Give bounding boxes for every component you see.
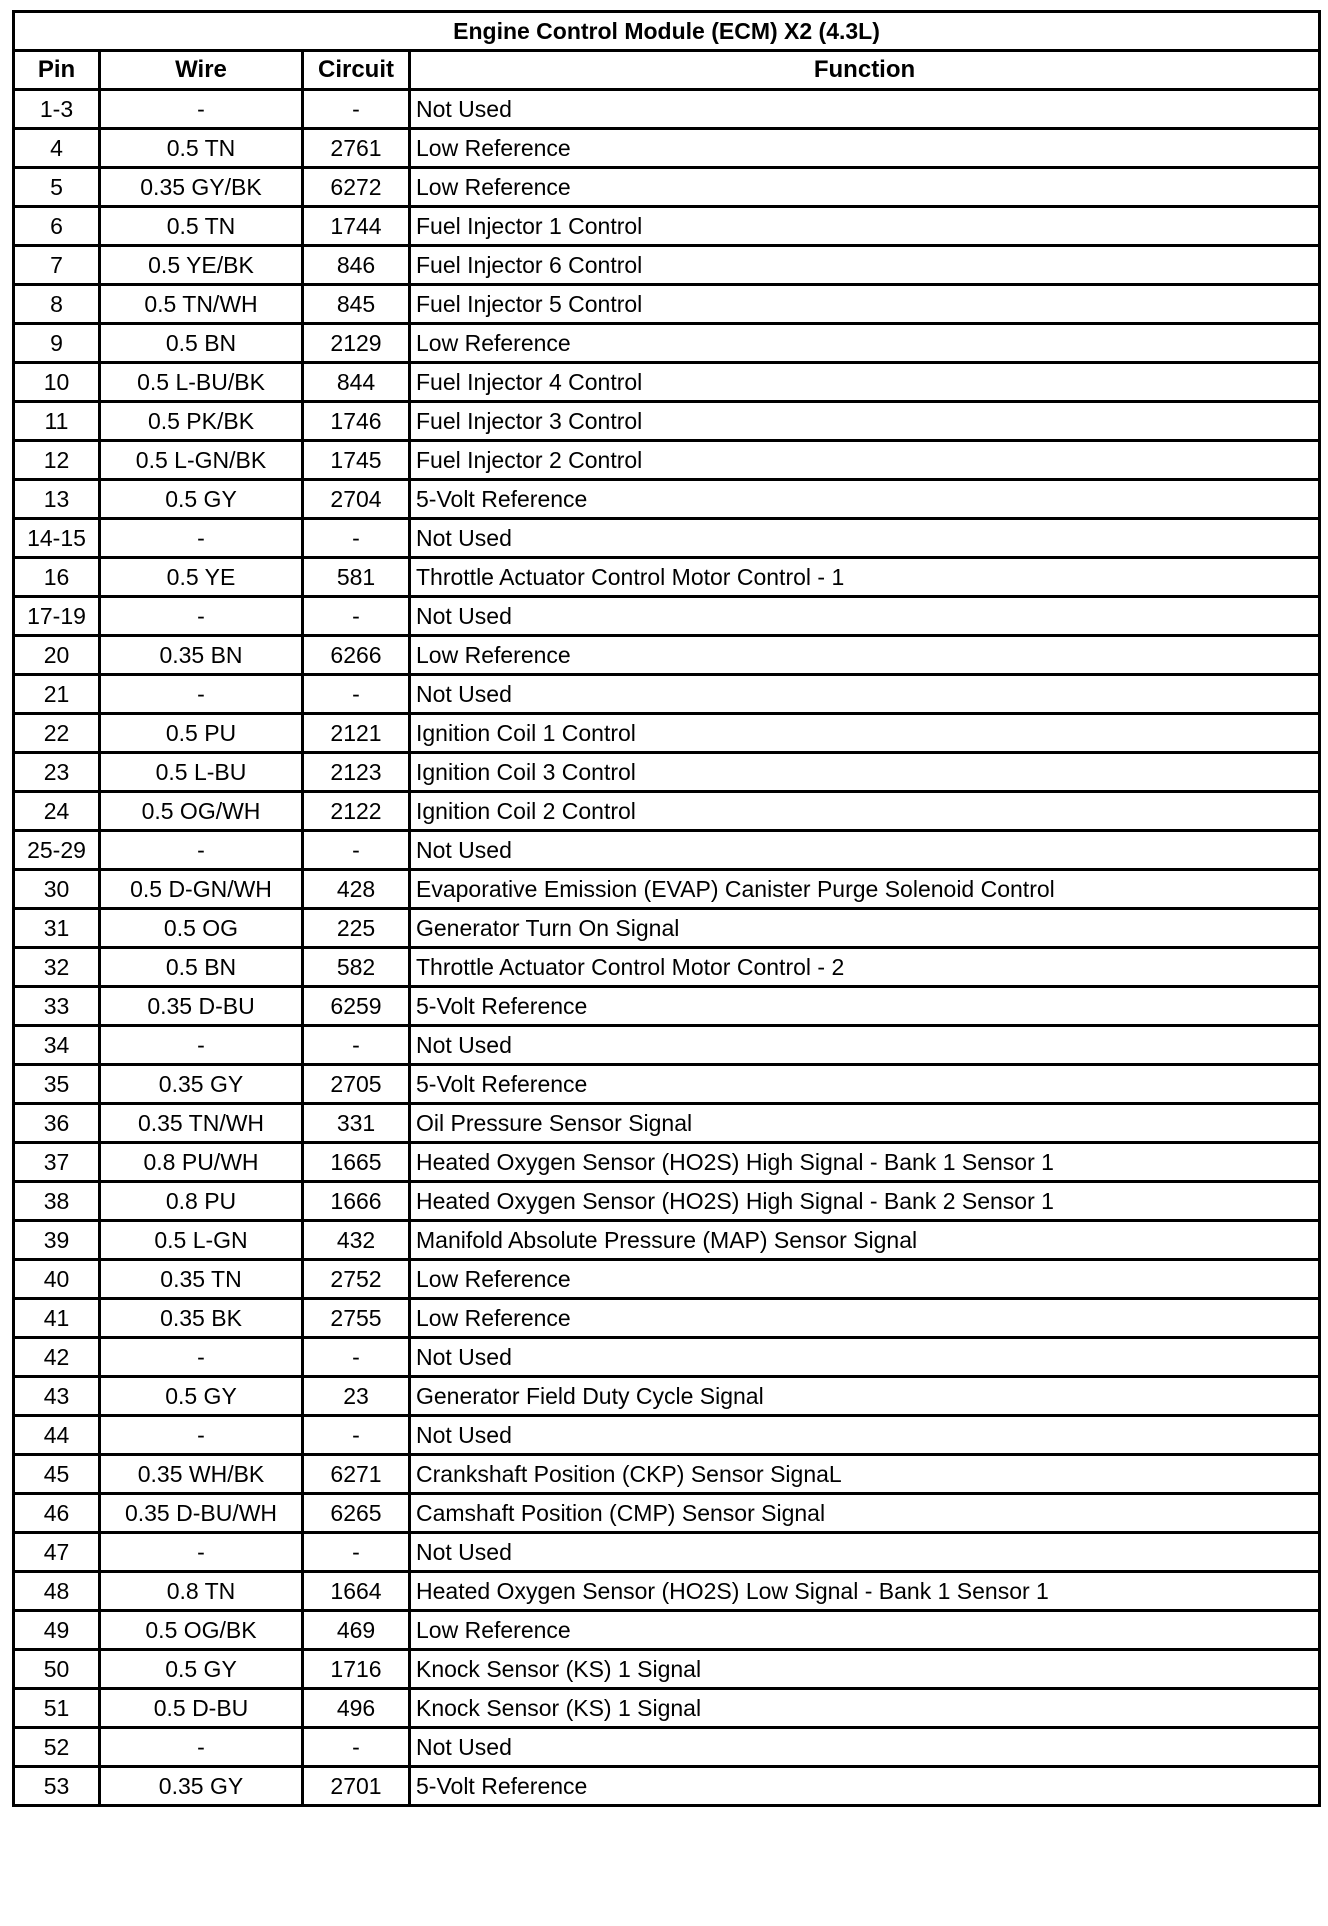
function-cell: Throttle Actuator Control Motor Control - 1 — [410, 558, 1320, 597]
wire-cell: 0.5 L-GN/BK — [100, 441, 303, 480]
pin-cell: 33 — [14, 987, 100, 1026]
circuit-cell: 2704 — [303, 480, 410, 519]
function-cell: Not Used — [410, 831, 1320, 870]
wire-cell: 0.5 YE — [100, 558, 303, 597]
function-cell: Not Used — [410, 90, 1320, 129]
wire-cell: 0.5 BN — [100, 948, 303, 987]
function-cell: Fuel Injector 3 Control — [410, 402, 1320, 441]
pin-cell: 31 — [14, 909, 100, 948]
wire-cell: 0.5 D-BU — [100, 1689, 303, 1728]
function-cell: Fuel Injector 5 Control — [410, 285, 1320, 324]
wire-cell: 0.5 GY — [100, 1650, 303, 1689]
pin-cell: 34 — [14, 1026, 100, 1065]
circuit-cell: - — [303, 1338, 410, 1377]
pin-cell: 12 — [14, 441, 100, 480]
table-row — [14, 1182, 1320, 1221]
circuit-cell: 2122 — [303, 792, 410, 831]
wire-cell: 0.5 OG/WH — [100, 792, 303, 831]
circuit-cell: 432 — [303, 1221, 410, 1260]
pin-cell: 14-15 — [14, 519, 100, 558]
function-cell: Oil Pressure Sensor Signal — [410, 1104, 1320, 1143]
circuit-cell: 1664 — [303, 1572, 410, 1611]
wire-cell: 0.5 L-BU — [100, 753, 303, 792]
pin-cell: 35 — [14, 1065, 100, 1104]
function-cell: Ignition Coil 2 Control — [410, 792, 1320, 831]
header-circuit: Circuit — [303, 51, 410, 90]
table-row — [14, 1026, 1320, 1065]
table-row — [14, 1494, 1320, 1533]
table-row — [14, 168, 1320, 207]
wire-cell: 0.8 PU/WH — [100, 1143, 303, 1182]
wire-cell: - — [100, 597, 303, 636]
table-row — [14, 1689, 1320, 1728]
circuit-cell: - — [303, 90, 410, 129]
table-row — [14, 1260, 1320, 1299]
wire-cell: 0.35 BN — [100, 636, 303, 675]
function-cell: 5-Volt Reference — [410, 480, 1320, 519]
table-row — [14, 753, 1320, 792]
function-cell: Generator Turn On Signal — [410, 909, 1320, 948]
pin-cell: 25-29 — [14, 831, 100, 870]
table-row — [14, 1377, 1320, 1416]
function-cell: Fuel Injector 2 Control — [410, 441, 1320, 480]
table-row — [14, 792, 1320, 831]
wire-cell: 0.5 BN — [100, 324, 303, 363]
pin-cell: 44 — [14, 1416, 100, 1455]
table-row — [14, 129, 1320, 168]
wire-cell: 0.35 D-BU — [100, 987, 303, 1026]
table-row — [14, 90, 1320, 129]
wire-cell: 0.5 TN/WH — [100, 285, 303, 324]
circuit-cell: 1716 — [303, 1650, 410, 1689]
circuit-cell: 2123 — [303, 753, 410, 792]
circuit-cell: - — [303, 831, 410, 870]
pin-cell: 1-3 — [14, 90, 100, 129]
wire-cell: - — [100, 1416, 303, 1455]
table-row — [14, 1728, 1320, 1767]
function-cell: Manifold Absolute Pressure (MAP) Sensor Signal — [410, 1221, 1320, 1260]
table-row — [14, 519, 1320, 558]
wire-cell: 0.5 D-GN/WH — [100, 870, 303, 909]
circuit-cell: 846 — [303, 246, 410, 285]
wire-cell: - — [100, 519, 303, 558]
pin-cell: 38 — [14, 1182, 100, 1221]
pin-cell: 51 — [14, 1689, 100, 1728]
circuit-cell: 331 — [303, 1104, 410, 1143]
pin-cell: 9 — [14, 324, 100, 363]
circuit-cell: - — [303, 519, 410, 558]
header-function: Function — [410, 51, 1320, 90]
wire-cell: - — [100, 1533, 303, 1572]
table-row — [14, 1299, 1320, 1338]
pin-cell: 39 — [14, 1221, 100, 1260]
function-cell: 5-Volt Reference — [410, 1065, 1320, 1104]
wire-cell: - — [100, 1026, 303, 1065]
wire-cell: 0.35 TN — [100, 1260, 303, 1299]
pin-cell: 30 — [14, 870, 100, 909]
wire-cell: 0.5 OG/BK — [100, 1611, 303, 1650]
circuit-cell: 23 — [303, 1377, 410, 1416]
function-cell: Camshaft Position (CMP) Sensor Signal — [410, 1494, 1320, 1533]
circuit-cell: 2129 — [303, 324, 410, 363]
table-row — [14, 402, 1320, 441]
function-cell: Heated Oxygen Sensor (HO2S) High Signal - Bank 2 Sensor 1 — [410, 1182, 1320, 1221]
circuit-cell: 1745 — [303, 441, 410, 480]
circuit-cell: - — [303, 1416, 410, 1455]
circuit-cell: - — [303, 1026, 410, 1065]
wire-cell: - — [100, 1338, 303, 1377]
wire-cell: 0.5 OG — [100, 909, 303, 948]
pin-cell: 11 — [14, 402, 100, 441]
circuit-cell: 2121 — [303, 714, 410, 753]
pin-cell: 42 — [14, 1338, 100, 1377]
circuit-cell: 1666 — [303, 1182, 410, 1221]
wire-cell: 0.35 D-BU/WH — [100, 1494, 303, 1533]
table-row — [14, 1065, 1320, 1104]
pin-cell: 41 — [14, 1299, 100, 1338]
function-cell: Evaporative Emission (EVAP) Canister Purge Solenoid Control — [410, 870, 1320, 909]
function-cell: Low Reference — [410, 636, 1320, 675]
function-cell: Not Used — [410, 1338, 1320, 1377]
function-cell: Knock Sensor (KS) 1 Signal — [410, 1689, 1320, 1728]
circuit-cell: - — [303, 1533, 410, 1572]
circuit-cell: - — [303, 675, 410, 714]
circuit-cell: 845 — [303, 285, 410, 324]
table-row — [14, 441, 1320, 480]
circuit-cell: 6272 — [303, 168, 410, 207]
table-row — [14, 831, 1320, 870]
function-cell: Ignition Coil 3 Control — [410, 753, 1320, 792]
table-row — [14, 246, 1320, 285]
table-row — [14, 597, 1320, 636]
table-row — [14, 285, 1320, 324]
table-row — [14, 1338, 1320, 1377]
circuit-cell: 581 — [303, 558, 410, 597]
header-wire: Wire — [100, 51, 303, 90]
table-row — [14, 714, 1320, 753]
wire-cell: 0.8 PU — [100, 1182, 303, 1221]
circuit-cell: 2755 — [303, 1299, 410, 1338]
circuit-cell: 2705 — [303, 1065, 410, 1104]
function-cell: 5-Volt Reference — [410, 1767, 1320, 1806]
pin-cell: 47 — [14, 1533, 100, 1572]
wire-cell: 0.35 GY — [100, 1065, 303, 1104]
function-cell: Not Used — [410, 519, 1320, 558]
table-row — [14, 324, 1320, 363]
wire-cell: 0.35 BK — [100, 1299, 303, 1338]
pin-cell: 46 — [14, 1494, 100, 1533]
wire-cell: 0.5 PU — [100, 714, 303, 753]
pin-cell: 45 — [14, 1455, 100, 1494]
circuit-cell: 582 — [303, 948, 410, 987]
wire-cell: 0.5 L-GN — [100, 1221, 303, 1260]
circuit-cell: 844 — [303, 363, 410, 402]
function-cell: Throttle Actuator Control Motor Control - 2 — [410, 948, 1320, 987]
pin-cell: 6 — [14, 207, 100, 246]
table-row — [14, 1533, 1320, 1572]
pin-cell: 37 — [14, 1143, 100, 1182]
pin-cell: 24 — [14, 792, 100, 831]
pin-cell: 43 — [14, 1377, 100, 1416]
table-row — [14, 1767, 1320, 1806]
pin-cell: 49 — [14, 1611, 100, 1650]
function-cell: Ignition Coil 1 Control — [410, 714, 1320, 753]
circuit-cell: 6271 — [303, 1455, 410, 1494]
table-row — [14, 1416, 1320, 1455]
table-row — [14, 636, 1320, 675]
function-cell: Not Used — [410, 675, 1320, 714]
pin-cell: 23 — [14, 753, 100, 792]
circuit-cell: 2752 — [303, 1260, 410, 1299]
table-row — [14, 948, 1320, 987]
wire-cell: 0.35 WH/BK — [100, 1455, 303, 1494]
pin-cell: 7 — [14, 246, 100, 285]
wire-cell: 0.5 GY — [100, 480, 303, 519]
pin-cell: 36 — [14, 1104, 100, 1143]
wire-cell: - — [100, 675, 303, 714]
pin-cell: 17-19 — [14, 597, 100, 636]
circuit-cell: - — [303, 597, 410, 636]
table-header-row — [14, 51, 1320, 90]
pin-cell: 10 — [14, 363, 100, 402]
wire-cell: 0.35 TN/WH — [100, 1104, 303, 1143]
function-cell: Not Used — [410, 1728, 1320, 1767]
function-cell: Low Reference — [410, 129, 1320, 168]
function-cell: Not Used — [410, 1416, 1320, 1455]
table-row — [14, 870, 1320, 909]
function-cell: Low Reference — [410, 1260, 1320, 1299]
circuit-cell: 1746 — [303, 402, 410, 441]
circuit-cell: 6266 — [303, 636, 410, 675]
pin-cell: 16 — [14, 558, 100, 597]
circuit-cell: - — [303, 1728, 410, 1767]
circuit-cell: 225 — [303, 909, 410, 948]
ecm-pinout-table — [12, 10, 1321, 1807]
function-cell: Fuel Injector 1 Control — [410, 207, 1320, 246]
function-cell: Heated Oxygen Sensor (HO2S) High Signal - Bank 1 Sensor 1 — [410, 1143, 1320, 1182]
table-row — [14, 1104, 1320, 1143]
function-cell: Not Used — [410, 597, 1320, 636]
table-body — [14, 90, 1320, 1806]
pin-cell: 5 — [14, 168, 100, 207]
circuit-cell: 6259 — [303, 987, 410, 1026]
pin-cell: 21 — [14, 675, 100, 714]
pin-cell: 13 — [14, 480, 100, 519]
function-cell: 5-Volt Reference — [410, 987, 1320, 1026]
wire-cell: 0.5 TN — [100, 129, 303, 168]
pin-cell: 22 — [14, 714, 100, 753]
wire-cell: 0.5 TN — [100, 207, 303, 246]
wire-cell: 0.35 GY/BK — [100, 168, 303, 207]
circuit-cell: 1744 — [303, 207, 410, 246]
table-row — [14, 480, 1320, 519]
table-title: Engine Control Module (ECM) X2 (4.3L) — [14, 12, 1320, 51]
circuit-cell: 2761 — [303, 129, 410, 168]
table-row — [14, 987, 1320, 1026]
pin-cell: 53 — [14, 1767, 100, 1806]
function-cell: Generator Field Duty Cycle Signal — [410, 1377, 1320, 1416]
circuit-cell: 1665 — [303, 1143, 410, 1182]
table-row — [14, 1143, 1320, 1182]
table-row — [14, 1572, 1320, 1611]
function-cell: Low Reference — [410, 168, 1320, 207]
pin-cell: 4 — [14, 129, 100, 168]
wire-cell: 0.5 L-BU/BK — [100, 363, 303, 402]
table-row — [14, 909, 1320, 948]
table-row — [14, 207, 1320, 246]
table-row — [14, 1611, 1320, 1650]
table-row — [14, 1650, 1320, 1689]
wire-cell: 0.5 YE/BK — [100, 246, 303, 285]
pin-cell: 40 — [14, 1260, 100, 1299]
function-cell: Low Reference — [410, 1299, 1320, 1338]
pin-cell: 50 — [14, 1650, 100, 1689]
function-cell: Heated Oxygen Sensor (HO2S) Low Signal - Bank 1 Sensor 1 — [410, 1572, 1320, 1611]
pin-cell: 8 — [14, 285, 100, 324]
pin-cell: 52 — [14, 1728, 100, 1767]
circuit-cell: 2701 — [303, 1767, 410, 1806]
function-cell: Crankshaft Position (CKP) Sensor SignaL — [410, 1455, 1320, 1494]
pin-cell: 32 — [14, 948, 100, 987]
circuit-cell: 6265 — [303, 1494, 410, 1533]
pin-cell: 48 — [14, 1572, 100, 1611]
function-cell: Low Reference — [410, 1611, 1320, 1650]
wire-cell: - — [100, 831, 303, 870]
table-row — [14, 675, 1320, 714]
circuit-cell: 496 — [303, 1689, 410, 1728]
wire-cell: 0.35 GY — [100, 1767, 303, 1806]
circuit-cell: 428 — [303, 870, 410, 909]
pin-cell: 20 — [14, 636, 100, 675]
table-row — [14, 363, 1320, 402]
table-title-row — [14, 12, 1320, 51]
wire-cell: 0.5 PK/BK — [100, 402, 303, 441]
circuit-cell: 469 — [303, 1611, 410, 1650]
table-row — [14, 1455, 1320, 1494]
wire-cell: 0.8 TN — [100, 1572, 303, 1611]
wire-cell: - — [100, 90, 303, 129]
function-cell: Fuel Injector 4 Control — [410, 363, 1320, 402]
table-row — [14, 558, 1320, 597]
wire-cell: 0.5 GY — [100, 1377, 303, 1416]
header-pin: Pin — [14, 51, 100, 90]
function-cell: Not Used — [410, 1026, 1320, 1065]
function-cell: Fuel Injector 6 Control — [410, 246, 1320, 285]
function-cell: Not Used — [410, 1533, 1320, 1572]
table-row — [14, 1221, 1320, 1260]
function-cell: Knock Sensor (KS) 1 Signal — [410, 1650, 1320, 1689]
wire-cell: - — [100, 1728, 303, 1767]
function-cell: Low Reference — [410, 324, 1320, 363]
